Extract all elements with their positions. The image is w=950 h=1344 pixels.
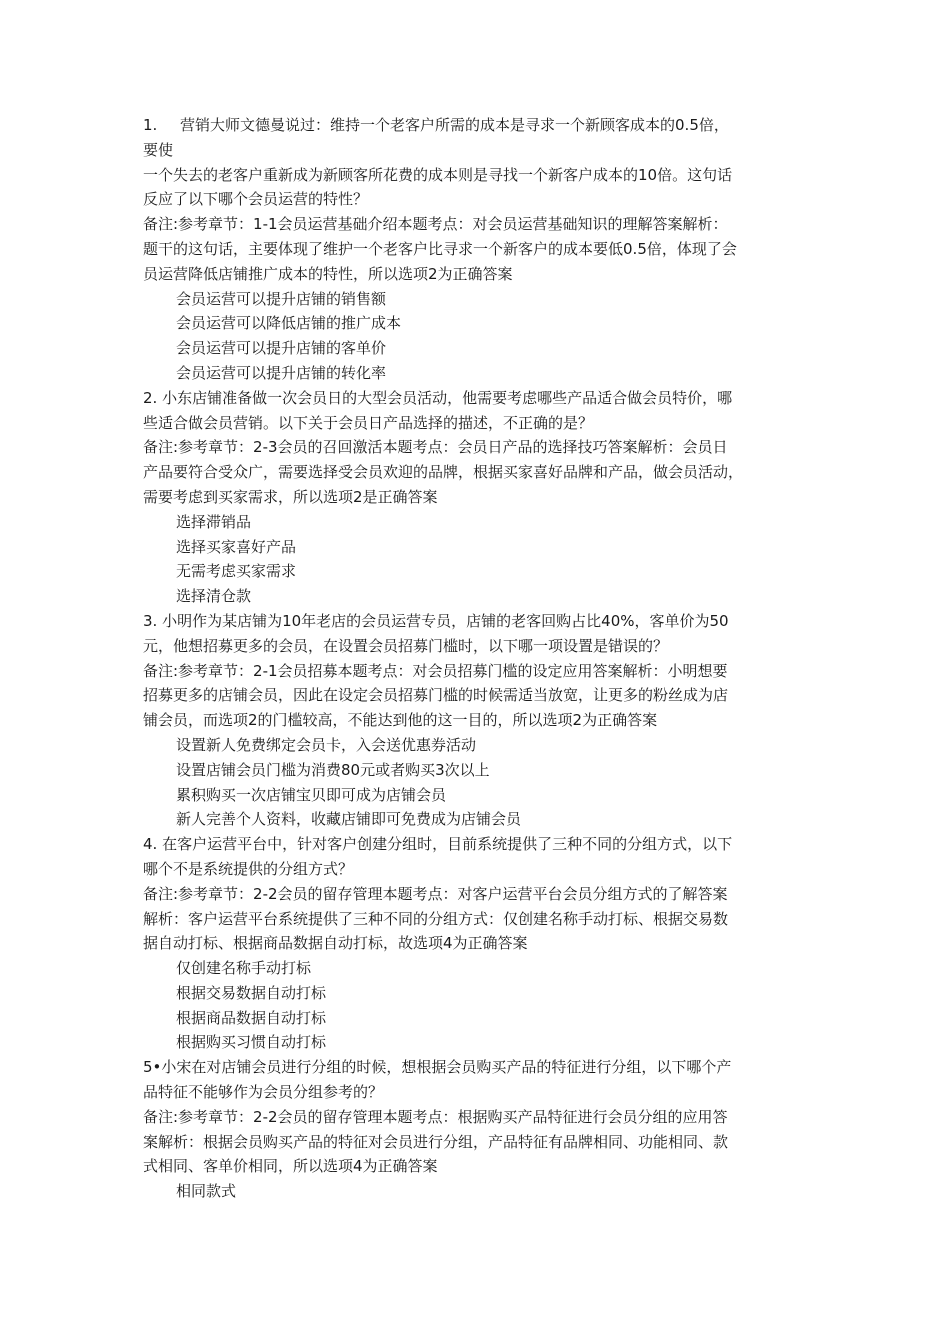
question-text-line: 品特征不能够作为会员分组参考的？: [143, 1083, 384, 1102]
answer-note-line: 铺会员，而选项2的门槛较高，不能达到他的这一目的，所以选项2为正确答案: [143, 711, 658, 730]
answer-note-line: 备注:参考章节：2-1会员招募本题考点：对会员招募门槛的设定应用答案解析：小明想要: [143, 661, 728, 680]
answer-option: 无需考虑买家需求: [176, 562, 297, 581]
answer-option: 会员运营可以提升店铺的销售额: [176, 289, 387, 308]
question-5: [143, 1055, 823, 1204]
question-text-line: [143, 113, 823, 138]
question-number: 1.: [143, 116, 158, 134]
answer-note-line: 备注:参考章节：1-1会员运营基础介绍本题考点：对会员运营基础知识的理解答案解析：: [143, 215, 728, 234]
answer-note-line: 备注:参考章节：2-3会员的召回激活本题考点：会员日产品的选择技巧答案解析：会员日: [143, 438, 728, 457]
answer-option: 根据购买习惯自动打标: [176, 1033, 327, 1052]
question-text-line: 4. 在客户运营平台中，针对客户创建分组时，目前系统提供了三种不同的分组方式，以下: [143, 835, 733, 854]
answer-note-line: 招募更多的店铺会员，因此在设定会员招募门槛的时候需适当放宽，让更多的粉丝成为店: [143, 686, 729, 705]
answer-option: 会员运营可以降低店铺的推广成本: [176, 314, 402, 333]
answer-option: 设置新人免费绑定会员卡，入会送优惠券活动: [176, 735, 477, 754]
answer-option: 设置店铺会员门槛为消费80元或者购买3次以上: [176, 760, 490, 779]
answer-note-line: 式相同、客单价相同，所以选项4为正确答案: [143, 1157, 438, 1176]
answer-note-line: 案解析：根据会员购买产品的特征对会员进行分组，产品特征有品牌相同、功能相同、款: [143, 1132, 729, 1151]
question-text-line: 元，他想招募更多的会员，在设置会员招募门槛时，以下哪一项设置是错误的？: [143, 636, 669, 655]
answer-option: 选择清仓款: [176, 587, 252, 606]
answer-option: 会员运营可以提升店铺的客单价: [176, 339, 387, 358]
question-text-line: 2. 小东店铺准备做一次会员日的大型会员活动，他需要考虑哪些产品适合做会员特价，哪: [143, 388, 733, 407]
answer-note-line: 解析：客户运营平台系统提供了三种不同的分组方式：仅创建名称手动打标、根据交易数: [143, 909, 729, 928]
question-text-line: 要使: [143, 140, 174, 159]
question-text-line: 些适合做会员营销。以下关于会员日产品选择的描述，不正确的是？: [143, 413, 594, 432]
question-text-line: 反应了以下哪个会员运营的特性？: [143, 190, 369, 209]
answer-note-line: 备注:参考章节：2-2会员的留存管理本题考点：根据购买产品特征进行会员分组的应用答: [143, 1107, 728, 1126]
answer-option: 根据交易数据自动打标: [176, 983, 327, 1002]
answer-note-line: 产品要符合受众广，需要选择受会员欢迎的品牌，根据买家喜好品牌和产品，做会员活动，: [143, 463, 744, 482]
answer-option: 仅创建名称手动打标: [176, 959, 312, 978]
answer-option: 新人完善个人资料，收藏店铺即可免费成为店铺会员: [176, 810, 522, 829]
answer-note-line: 备注:参考章节：2-2会员的留存管理本题考点：对客户运营平台会员分组方式的了解答案: [143, 884, 728, 903]
answer-option: 相同款式: [176, 1182, 237, 1201]
answer-option: 根据商品数据自动打标: [176, 1008, 327, 1027]
question-1: [143, 113, 823, 386]
answer-note-line: 题干的这句话，主要体现了维护一个老客户比寻求一个新客户的成本要低0.5倍，体现了会: [143, 239, 737, 258]
question-2: [143, 386, 823, 609]
answer-note-line: 需要考虑到买家需求，所以选项2是正确答案: [143, 487, 438, 506]
question-text-line: 一个失去的老客户重新成为新顾客所花费的成本则是寻找一个新客户成本的10倍。这句话: [143, 165, 733, 184]
question-3: [143, 609, 823, 832]
answer-option: 会员运营可以提升店铺的转化率: [176, 363, 387, 382]
question-text: 营销大师文德曼说过：维持一个老客户所需的成本是寻求一个新顾客成本的0.5倍，: [180, 116, 729, 134]
answer-option: 选择滞销品: [176, 512, 252, 531]
question-text-line: 3. 小明作为某店铺为10年老店的会员运营专员，店铺的老客回购占比40%，客单价为50: [143, 611, 729, 630]
question-text-line: 5•小宋在对店铺会员进行分组的时候，想根据会员购买产品的特征进行分组，以下哪个产: [143, 1058, 732, 1077]
answer-option: 选择买家喜好产品: [176, 537, 297, 556]
answer-note-line: 据自动打标、根据商品数据自动打标，故选项4为正确答案: [143, 934, 528, 953]
question-text-line: 哪个不是系统提供的分组方式？: [143, 859, 354, 878]
document-page: [143, 113, 823, 1204]
answer-option: 累积购买一次店铺宝贝即可成为店铺会员: [176, 785, 447, 804]
answer-note-line: 员运营降低店铺推广成本的特性，所以选项2为正确答案: [143, 264, 513, 283]
question-4: [143, 832, 823, 1055]
